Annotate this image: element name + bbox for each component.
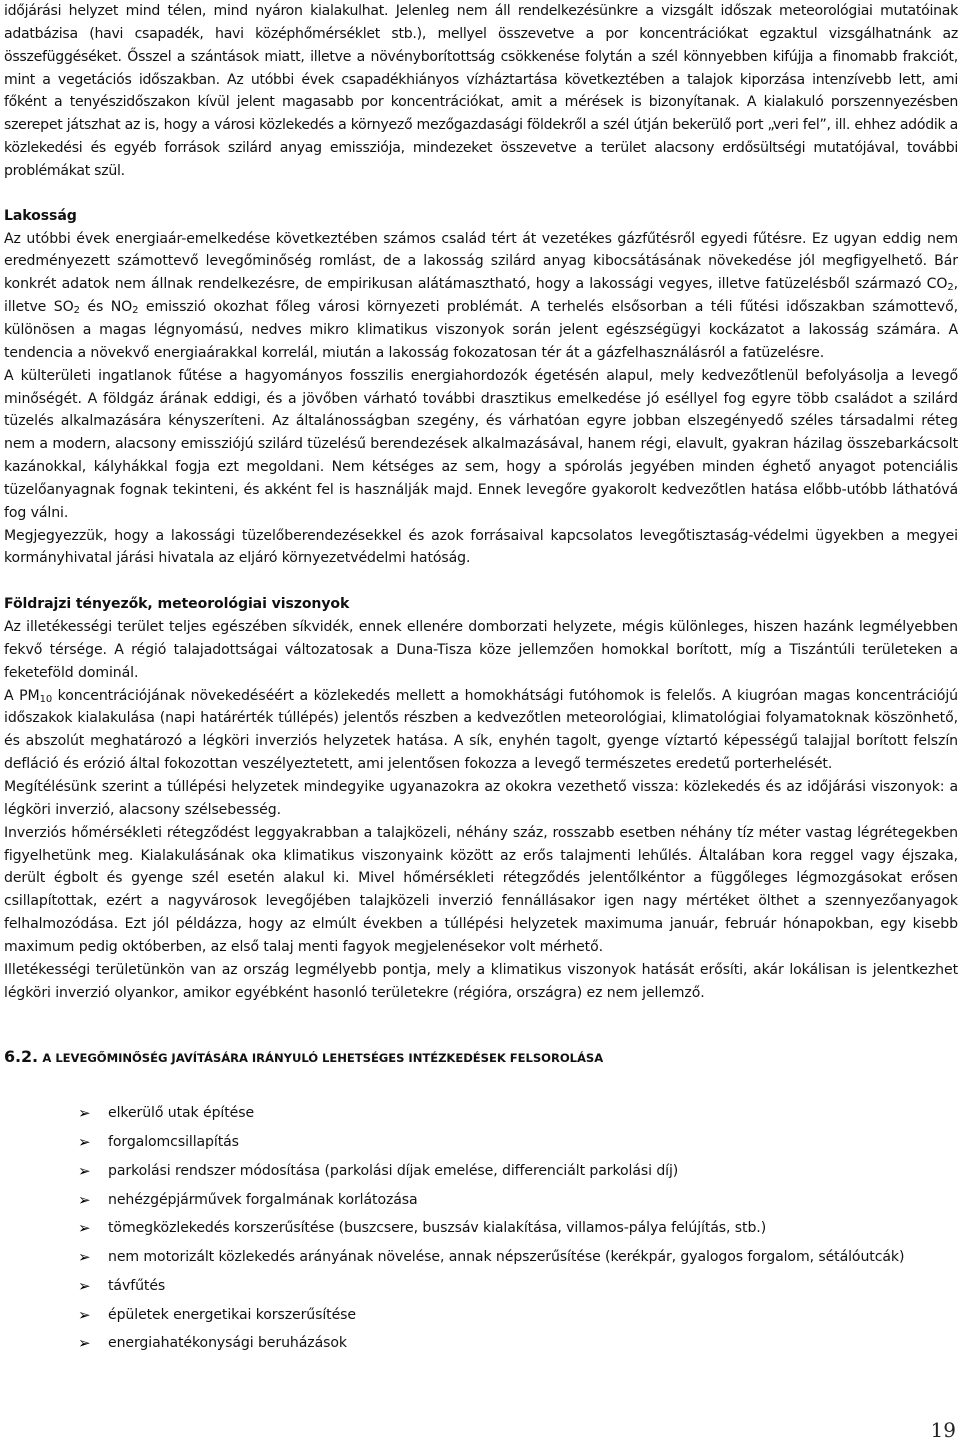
foldrajzi-paragraph-2: A $PM_{10}$ koncentrációjának növekedéséért a közlekedés mellett a homokhátsági futóhomok is felelős. A kiugróan magas koncentrációjú időszakok kialakulása (napi határérték túllépés) jelentős részben a kedvezőtlen meteorológiai, klimatológiai folyamatoknak köszönhető, és abszolút meghatározó a légköri inverziós helyzetek hatása. A sík, enyhén tagolt, gyenge víztartó képességű talajjal borított felszín defláció és erózió által fokozottan veszélyeztetett, ami jelentősen fokozza a levegő természetes eredetű porterhelését. xyxy=(4,687,958,773)
list-item: ➢ nehézgépjárművek forgalmának korlátozása xyxy=(4,1186,958,1215)
list-item: ➢ parkolási rendszer módosítása (parkolási díjak emelése, differenciált parkolási díj) xyxy=(4,1157,958,1186)
list-item: ➢ forgalomcsillapítás xyxy=(4,1128,958,1157)
foldrajzi-paragraph-3: Megítélésünk szerint a túllépési helyzetek mindegyike ugyanazokra az okokra vezethető vissza: közlekedés és az időjárási viszonyok: a légköri inverzió, alacsony szélsebesség. xyxy=(4,779,958,818)
lakossag-paragraph-2: A külterületi ingatlanok fűtése a hagyományos fosszilis energiahordozók égetésén alapul, mely kedvezőtlenül befolyásolja a levegő minőségét. A földgáz árának eddigi, és a jövőben várható további drasztikus emelkedése jó eséllyel fog egyre több családot a szilárd tüzelés alkalmazására kényszeríteni. Az általánosságban szegény, és várhatóan egyre jobban elszegényedő széles társadalmi réteg nem a modern, alacsony emissziójú szilárd tüzelésű berendezések alkalmazásával, hanem régi, elavult, gyakran házilag összebarkácsolt kazánokkal, kályhákkal fogja ezt megoldani. Nem kétséges az sem, hogy a spórolás jegyében minden éghető anyagot potenciális tüzelőanyagnak fognak tekinteni, és akként fel is használják majd. Ennek levegőre gyakorolt kedvezőtlen hatása előbb-utóbb láthatóvá fog válni. xyxy=(4,367,958,521)
section-number: 6.2. xyxy=(4,1047,39,1067)
section-6-2 xyxy=(4,1046,958,1358)
section-title: A LEVEGŐMINŐSÉG JAVÍTÁSÁRA IRÁNYULÓ LEHETSÉGES INTÉZKEDÉSEK FELSOROLÁSA xyxy=(42,1051,604,1066)
page-number: 19 xyxy=(930,1418,956,1442)
arrow-bullet-icon: ➢ xyxy=(78,1334,91,1353)
foldrajzi-heading: Földrajzi tényezők, meteorológiai viszonyok xyxy=(4,596,350,613)
lakossag-paragraph-1: Az utóbbi évek energiaár-emelkedése következtében számos család tért át vezetékes gázfűtésről egyedi fűtésre. Ez ugyan eddig nem eredményezett számottevő levegőminőség romlást, de a lakosság szilárd anyag kibocsátásának növekedése jól megfigyelhető. Bár konkrét adatok nem állnak rendelkezésre, de empirikusan alátámasztható, hogy a lakossági vegyes, illetve fatüzelésből származó $CO_2$, illetve $SO_2$ és $NO_2$ emisszió okozhat főleg városi környezeti problémát. A terhelés elsősorban a téli fűtési időszakban számottevő, különösen a magas légnyomású, nedves mikro klimatikus viszonyok során jelent egészségügyi kockázatot a lakosság számára. A tendencia a növekvő energiaárakkal korrelál, miután a lakosság fokozatosan tér át a gázfelhasználásról a fatüzelésre. xyxy=(4,230,958,361)
arrow-bullet-icon: ➢ xyxy=(78,1104,91,1123)
list-item: ➢ energiahatékonysági beruházások xyxy=(4,1329,958,1358)
list-item: ➢ épületek energetikai korszerűsítése xyxy=(4,1301,958,1330)
list-item: ➢ tömegközlekedés korszerűsítése (buszcsere, buszsáv kialakítása, villamos-pálya felújítás, stb.) xyxy=(4,1214,958,1243)
measures-list xyxy=(4,1099,958,1358)
lakossag-section xyxy=(4,205,958,571)
document-page xyxy=(4,0,958,1358)
lakossag-paragraph-3: Megjegyezzük, hogy a lakossági tüzelőberendezésekkel és azok forrásaival kapcsolatos levegőtisztaság-védelmi ügyekben a megyei kormányhivatal járási hivatala az eljáró környezetvédelmi hatóság. xyxy=(4,527,958,567)
arrow-bullet-icon: ➢ xyxy=(78,1248,91,1267)
arrow-bullet-icon: ➢ xyxy=(78,1190,91,1209)
arrow-bullet-icon: ➢ xyxy=(78,1276,91,1295)
list-item: ➢ nem motorizált közlekedés arányának növelése, annak népszerűsítése (kerékpár, gyalogos forgalom, sétálóutcák) xyxy=(4,1243,958,1272)
top-section xyxy=(4,0,958,183)
arrow-bullet-icon: ➢ xyxy=(78,1219,91,1238)
foldrajzi-paragraph-4: Inverziós hőmérsékleti rétegződést leggyakrabban a talajközeli, néhány száz, rosszabb esetben néhány tíz méter vastag légrétegekben figyelhetünk meg. Kialakulásának oka klimatikus viszonyaink között az erős talajmenti lehűlés. Általában kora reggel vagy éjszaka, derült égbolt és gyenge szél esetén alakul ki. Mivel hőmérsékleti rétegződés jelentőlkéntor a függőleges légmozgásokat erősen csillapítottak, ezért a nagyvárosok levegőjében talajközeli inverzió fennállásakor igen nagy mértéket ölthet a szennyezőanyagok felhalmozódása. Ezt jól példázza, hogy az elmúlt években a túllépési helyzetek maximuma január, február hónapokban, egy kisebb maximum pedig októberben, az első talaj menti fagyok megjelenésekor volt mérhető. xyxy=(4,824,958,955)
arrow-bullet-icon: ➢ xyxy=(78,1133,91,1152)
lakossag-heading: Lakosság xyxy=(4,207,77,224)
foldrajzi-paragraph-1: Az illetékességi terület teljes egészében síkvidék, ennek ellenére domborzati helyzete, mégis különleges, hiszen hazánk legmélyebben fekvő térsége. A régió talajadottságai változatosak a Duna-Tisza köze jellemzően homokkal borított, míg a Tiszántúli területeken a feketeföld dominál. xyxy=(4,619,958,681)
foldrajzi-section xyxy=(4,593,958,1004)
foldrajzi-paragraph-5: Illetékességi területünkön van az ország legmélyebb pontja, mely a klimatikus viszonyok hatását erősíti, akár lokálisan is jelentkezhet légköri inverzió olyankor, amikor egyébként hasonló területekre (régióra, országra) ez nem jellemző. xyxy=(4,961,958,1001)
list-item: ➢ távfűtés xyxy=(4,1272,958,1301)
arrow-bullet-icon: ➢ xyxy=(78,1305,91,1324)
intro-paragraph: időjárási helyzet mind télen, mind nyáron kialakulhat. Jelenleg nem áll rendelkezésünkre a vizsgált időszak meteorológiai mutatóinak adatbázisa (havi csapadék, havi középhőmérséklet stb.), mellyel összevetve a por koncentrációkat egzaktul vizsgálhatnánk az összefüggéséket. Ősszel a szántások miatt, illetve a növényborítottság csökkenése folytán a szél könnyebben kifújja a finomabb frakciót, mint a vegetációs időszakban. Az utóbbi évek csapadékhiányos vízháztartása következtében a talajok kiporzása intenzívebb lett, ami főként a tenyészidőszakon kívül jelent magasabb por koncentrációkat, amit a mérések is bizonyítanak. A kialakuló porszennyezésben szerepet játszhat az is, hogy a városi közlekedés a környező mezőgazdasági földekről a szél útján bekerülő port „veri fel”, ill. ehhez adódik a közlekedési és egyéb források szilárd anyag emissziója, mindezeket összevetve a terület alacsony erdősültségi mutatójával, további problémákat szül. xyxy=(4,3,958,179)
list-item: ➢ elkerülő utak építése xyxy=(4,1099,958,1128)
section-6-2-heading xyxy=(4,1046,958,1069)
arrow-bullet-icon: ➢ xyxy=(78,1161,91,1180)
